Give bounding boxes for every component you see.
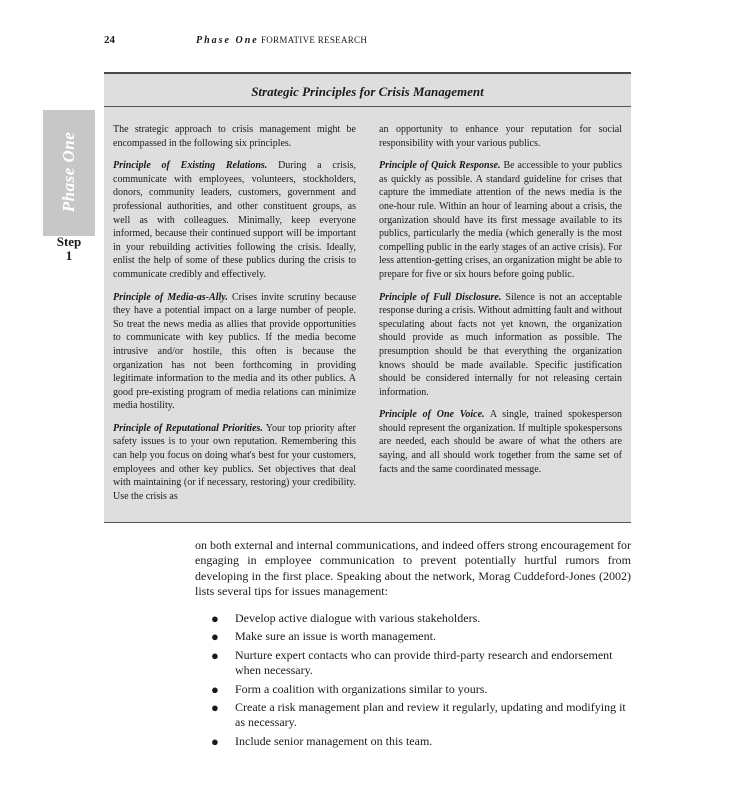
box-left-column [113,123,356,512]
principle-paragraph: Principle of Quick Response. Be accessible to your publics as quickly as possible. A standard guideline for crises that capture the immediate attention of the news media is the one-hour rule. Within an hour of learning about a crisis, the organization should have its first message available to its publics, particularly the media (which generally is the most compelling public in the early stages of an active crisis). For less attention-getting crises, an organization might be able to prepare for five or six hours before going public. [379,160,623,280]
running-header [104,34,664,48]
principle-paragraph: Principle of One Voice. A single, trained spokesperson should represent the organization. If multiple spokespersons are needed, each should be aware of what the others are saying, and all should work together from the same set of facts and the same coordinated message. [379,409,622,475]
box-title-divider [104,106,631,107]
section-label: FORMATIVE RESEARCH [261,35,368,45]
bullet-icon: ● [211,611,219,626]
list-item: ● Nurture expert contacts who can provide third-party research and endorsement when necessary. [211,647,613,678]
list-item: ● Include senior management on this team. [211,733,433,749]
phase-side-tab [43,110,95,236]
principle-paragraph: The strategic approach to crisis management might be encompassed in the following six principles. [113,124,356,149]
list-item: ● Form a coalition with organizations similar to yours. [211,681,488,697]
side-tab-phase: Phase One [59,131,78,213]
tips-list [195,611,631,752]
bullet-icon: ● [211,647,219,663]
page-number: 24 [104,34,115,46]
step-label: Step [56,234,82,249]
step-indicator [48,235,90,263]
principle-paragraph: Principle of Reputational Priorities. Your top priority after safety issues is to your own reputation. Remembering this can help you focus on doing what's best for your customers, employees and other key publics. Set objectives that deal with maintaining (or if necessary, restoring) your credibility. Use the crisis as [113,422,356,502]
principle-paragraph: Principle of Full Disclosure. Silence is not an acceptable response during a crisis. Without admitting fault and without speculating about facts not yet known, the organization should provide as much information as possible. The presumption should be that everything the organization knows should be made available. Specific justification should be considered internally for not releasing certain information. [379,291,622,398]
list-item: ● Develop active dialogue with various stakeholders. [211,611,481,626]
body-paragraph: on both external and internal communications, and indeed offers strong encouragement for engaging in employee communication to prevent potentially hurtful rumors from developing in the first place. Speaking about the network, Morag Cuddeford-Jones (2002) lists several tips for issues management: [195,538,631,599]
step-number: 1 [65,248,73,263]
principle-paragraph: Principle of Media-as-Ally. Crises invite scrutiny because they have a potential impact on a large number of people. So treat the news media as allies that provide opportunities to communicate with key publics. If the media become intrusive and/or hostile, this often is because the organization has not been forthcoming in providing legitimate information to the media and its other publics. A good pre-existing program of media relations can minimize media hostility. [113,291,357,412]
list-item: ● Create a risk management plan and review it regularly, updating and modifying it as necessary. [211,700,626,730]
principle-paragraph: Principle of Existing Relations. During a crisis, communicate with employees, volunteers, stockholders, donors, community leaders, customers, government and professional authorities, and other constituent groups, as well as with colleagues. Minimally, keep everyone informed, because their continued support will be important in your rebuilding activities following the crisis. Ideally, enlist the help of some of these publics during the crisis to communicate credibly and effectively. [113,160,356,280]
principle-paragraph: an opportunity to enhance your reputation for social responsibility with your various publics. [379,124,622,149]
bullet-icon: ● [211,733,219,749]
sidebar-box [104,72,631,523]
box-title: Strategic Principles for Crisis Management [251,84,484,99]
bullet-icon: ● [211,700,219,716]
box-right-column [379,123,622,485]
bullet-icon: ● [211,681,219,697]
list-item: ● Make sure an issue is worth management. [211,629,436,645]
bullet-icon: ● [211,629,219,645]
phase-label: Phase One [196,35,259,46]
